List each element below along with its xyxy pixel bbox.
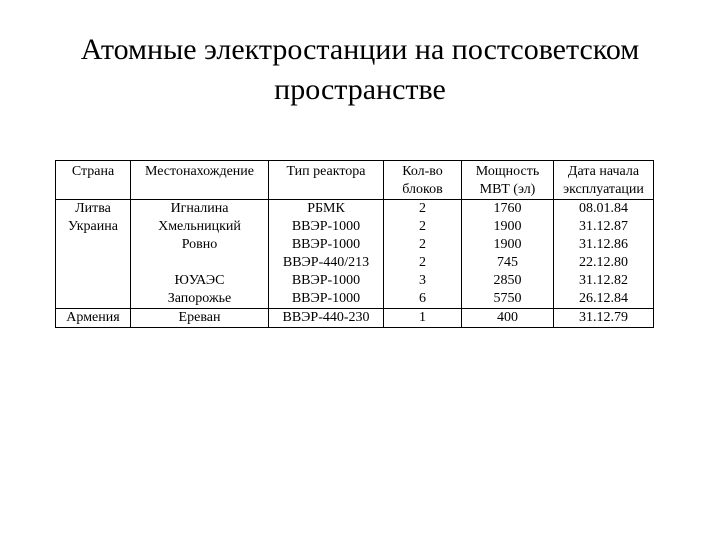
header-units-line2: блоков <box>402 182 443 197</box>
header-units-line1: Кол-во <box>402 164 443 179</box>
header-location: Местонахождение <box>131 161 269 200</box>
cell-power: 1900 <box>462 218 554 236</box>
cell-date: 22.12.80 <box>554 254 654 272</box>
cell-date: 31.12.82 <box>554 272 654 290</box>
cell-units: 1 <box>384 309 462 328</box>
cell-country <box>56 236 131 254</box>
cell-location: Хмельницкий <box>131 218 269 236</box>
header-power <box>462 161 554 200</box>
cell-country: Украина <box>56 218 131 236</box>
cell-country <box>56 272 131 290</box>
cell-date: 31.12.86 <box>554 236 654 254</box>
cell-power: 745 <box>462 254 554 272</box>
table-row <box>56 272 654 290</box>
cell-country <box>56 254 131 272</box>
cell-country <box>56 290 131 309</box>
cell-units: 6 <box>384 290 462 309</box>
title-line-2: пространстве <box>274 73 446 106</box>
header-start-date <box>554 161 654 200</box>
cell-units: 2 <box>384 200 462 219</box>
header-start-line2: эксплуатации <box>563 182 644 197</box>
cell-date: 31.12.87 <box>554 218 654 236</box>
cell-power: 5750 <box>462 290 554 309</box>
cell-reactor: ВВЭР-440/213 <box>269 254 384 272</box>
cell-location: Ереван <box>131 309 269 328</box>
cell-location: Игналина <box>131 200 269 219</box>
cell-date: 08.01.84 <box>554 200 654 219</box>
cell-date: 26.12.84 <box>554 290 654 309</box>
cell-units: 2 <box>384 236 462 254</box>
cell-reactor: РБМК <box>269 200 384 219</box>
table-row <box>56 218 654 236</box>
cell-power: 1900 <box>462 236 554 254</box>
table-row <box>56 309 654 328</box>
cell-power: 400 <box>462 309 554 328</box>
npp-table <box>55 160 654 328</box>
cell-units: 2 <box>384 254 462 272</box>
header-power-line1: Мощность <box>475 164 540 179</box>
cell-reactor: ВВЭР-1000 <box>269 272 384 290</box>
cell-reactor: ВВЭР-1000 <box>269 290 384 309</box>
cell-reactor: ВВЭР-440-230 <box>269 309 384 328</box>
title-line-1: Атомные электростанции на постсоветском <box>80 33 640 66</box>
header-country: Страна <box>56 161 131 200</box>
table-row <box>56 254 654 272</box>
cell-location <box>131 254 269 272</box>
cell-country: Литва <box>56 200 131 219</box>
cell-units: 2 <box>384 218 462 236</box>
cell-date: 31.12.79 <box>554 309 654 328</box>
table-header-row <box>56 161 654 200</box>
cell-country: Армения <box>56 309 131 328</box>
cell-location: Ровно <box>131 236 269 254</box>
cell-power: 2850 <box>462 272 554 290</box>
header-power-line2: МВТ (эл) <box>479 182 536 197</box>
cell-reactor: ВВЭР-1000 <box>269 236 384 254</box>
cell-units: 3 <box>384 272 462 290</box>
table-row <box>56 290 654 309</box>
slide-title <box>0 30 720 110</box>
header-units <box>384 161 462 200</box>
cell-location: ЮУАЭС <box>131 272 269 290</box>
table-row <box>56 200 654 219</box>
cell-power: 1760 <box>462 200 554 219</box>
cell-reactor: ВВЭР-1000 <box>269 218 384 236</box>
header-start-line1: Дата начала <box>567 164 640 179</box>
table-row <box>56 236 654 254</box>
cell-location: Запорожье <box>131 290 269 309</box>
header-reactor-type: Тип реактора <box>269 161 384 200</box>
